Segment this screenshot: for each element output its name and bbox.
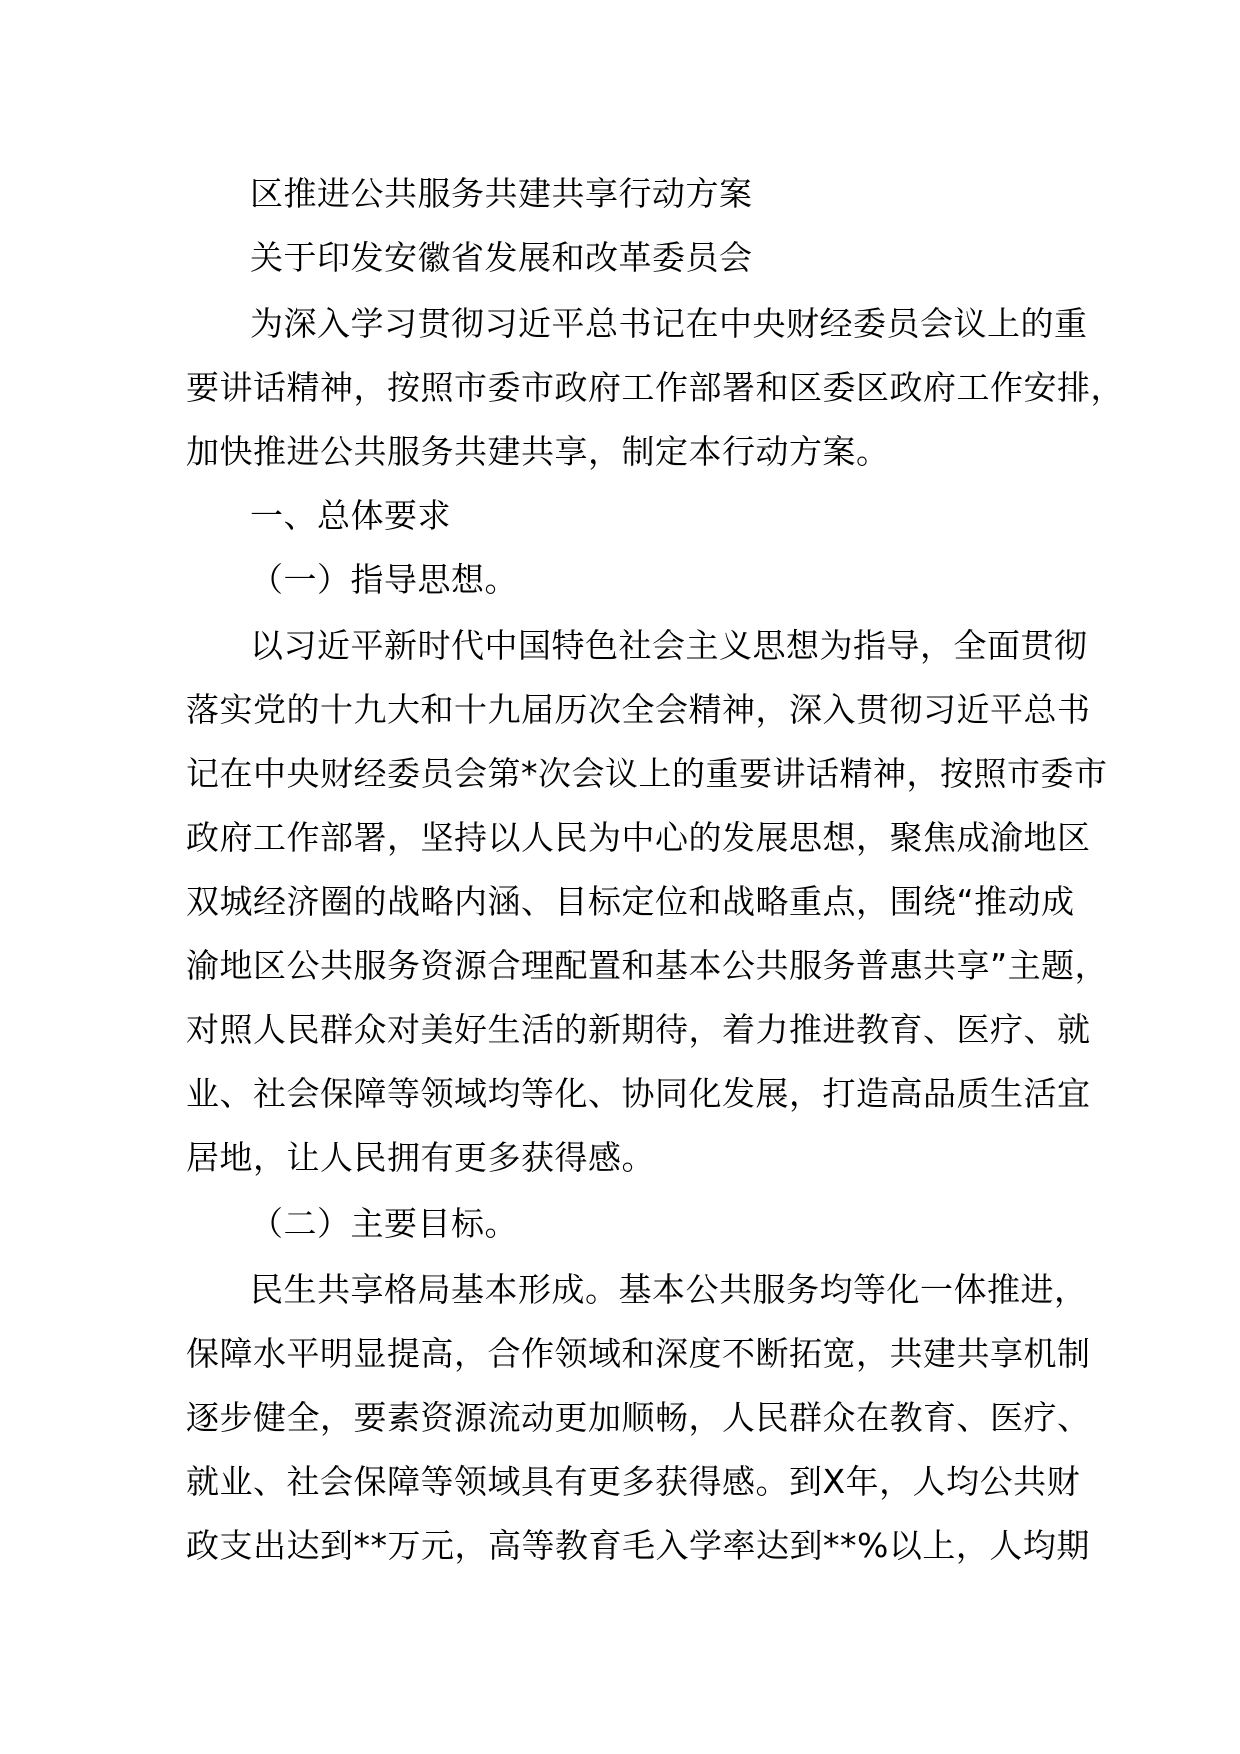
main-goals-line: 保障水平明显提高，合作领域和深度不断拓宽，共建共享机制	[186, 1334, 1091, 1373]
guiding-thought-line: 双城经济圈的战略内涵、目标定位和战略重点，围绕“推动成	[186, 882, 1075, 921]
subsection-heading: （二）主要目标。	[250, 1204, 518, 1243]
guiding-thought-line: 以习近平新时代中国特色社会主义思想为指导，全面贯彻	[250, 626, 1088, 665]
subsection-heading: （一）指导思想。	[250, 560, 518, 599]
main-goals-line: 就业、社会保障等领域具有更多获得感。到X年，人均公共财	[186, 1462, 1081, 1501]
guiding-thought-line: 政府工作部署，坚持以人民为中心的发展思想，聚焦成渝地区	[186, 818, 1091, 857]
main-goals-line: 逐步健全，要素资源流动更加顺畅，人民群众在教育、医疗、	[186, 1398, 1091, 1437]
guiding-thought-line: 渝地区公共服务资源合理配置和基本公共服务普惠共享”主题，	[186, 946, 1109, 985]
intro-paragraph-line: 要讲话精神，按照市委市政府工作部署和区委区政府工作安排，	[186, 368, 1124, 407]
main-goals-line: 政支出达到**万元，高等教育毛入学率达到**%以上，人均期	[186, 1526, 1090, 1565]
section-heading: 一、总体要求	[250, 496, 451, 535]
guiding-thought-line: 落实党的十九大和十九届历次全会精神，深入贯彻习近平总书	[186, 690, 1091, 729]
guiding-thought-line: 记在中央财经委员会第*次会议上的重要讲话精神，按照市委市	[186, 754, 1108, 793]
guiding-thought-line: 对照人民群众对美好生活的新期待，着力推进教育、医疗、就	[186, 1010, 1091, 1049]
main-goals-line: 民生共享格局基本形成。基本公共服务均等化一体推进，	[250, 1270, 1088, 1309]
intro-paragraph-line: 加快推进公共服务共建共享，制定本行动方案。	[186, 432, 890, 471]
intro-paragraph-line: 为深入学习贯彻习近平总书记在中央财经委员会议上的重	[250, 304, 1088, 343]
guiding-thought-line: 居地，让人民拥有更多获得感。	[186, 1138, 655, 1177]
guiding-thought-line: 业、社会保障等领域均等化、协同化发展，打造高品质生活宜	[186, 1074, 1091, 1113]
document-subtitle: 关于印发安徽省发展和改革委员会	[250, 238, 753, 277]
document-title: 区推进公共服务共建共享行动方案	[250, 174, 753, 213]
